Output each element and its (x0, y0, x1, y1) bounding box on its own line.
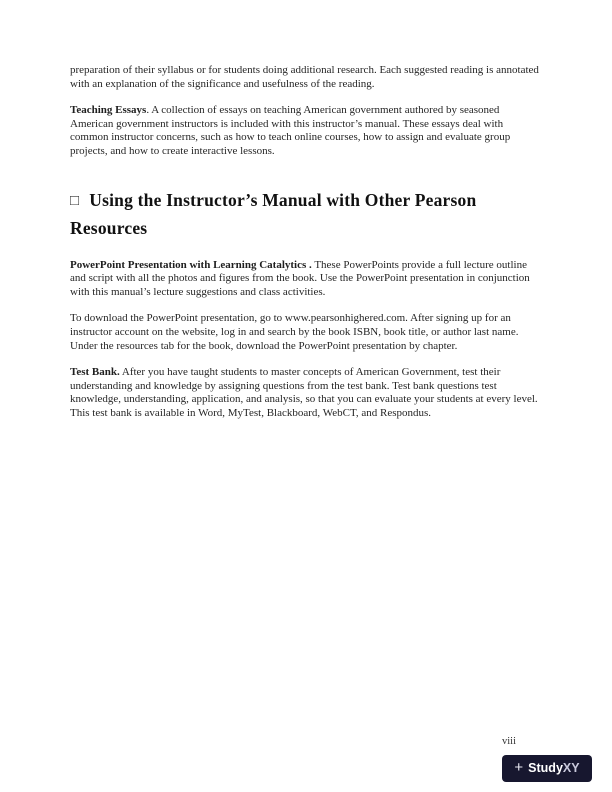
section-heading-text: Using the Instructor’s Manual with Other Pearson Resources (70, 189, 477, 238)
paragraph-text: These PowerPoints provide a full lecture outline and script with all the photos and figures from the book. Use the PowerPoint presentation in conjunction with this manual’s lecture suggestions and class activities. (70, 258, 530, 298)
page-body (70, 64, 544, 434)
logo-text-xy: XY (562, 761, 580, 776)
paragraph-text: preparation of their syllabus or for students doing additional research. Each suggested reading is annotated with an explanation of the significance and usefulness of the reading. (70, 64, 539, 90)
studyxy-logo-text (528, 762, 579, 775)
paragraph-lead-bold: PowerPoint Presentation with Learning Catalytics . (70, 258, 312, 271)
missing-glyph-box: □ (70, 192, 80, 209)
paragraph-teaching-essays (70, 104, 544, 158)
paragraph-suggested-readings (70, 64, 544, 91)
page-number: viii (501, 736, 516, 747)
paragraph-lead-bold: Test Bank. (70, 366, 120, 379)
paragraph-lead-bold: Teaching Essays (70, 104, 147, 117)
section-heading (70, 187, 544, 241)
paragraph-text: . A collection of essays on teaching American government authored by seasoned American government instructors is included with this instructor’s manual. These essays deal with common instructor concerns, such as how to teach online courses, how to assign and evaluate group projects, and how to create interactive lessons. (70, 104, 511, 157)
plus-icon: + (514, 759, 524, 776)
logo-text-study: Study (528, 761, 563, 776)
paragraph-text: To download the PowerPoint presentation, go to www.pearsonhighered.com. After signing up for an instructor account on the website, log in and search by the book ISBN, book title, or author last name. Under the resources tab for the book, download the PowerPoint presentation by chapter. (70, 312, 519, 352)
paragraph-powerpoint (70, 259, 544, 300)
paragraph-text: After you have taught students to master concepts of American Government, test their understanding and knowledge by assigning questions from the test bank. Test bank questions test knowledge, understanding, application, and analysis, so that you can evaluate your students at every level. This test bank is available in Word, MyTest, Blackboard, WebCT, and Respondus. (70, 366, 538, 419)
studyxy-logo-badge (502, 755, 592, 782)
paragraph-test-bank (70, 366, 544, 420)
paragraph-download (70, 312, 544, 353)
